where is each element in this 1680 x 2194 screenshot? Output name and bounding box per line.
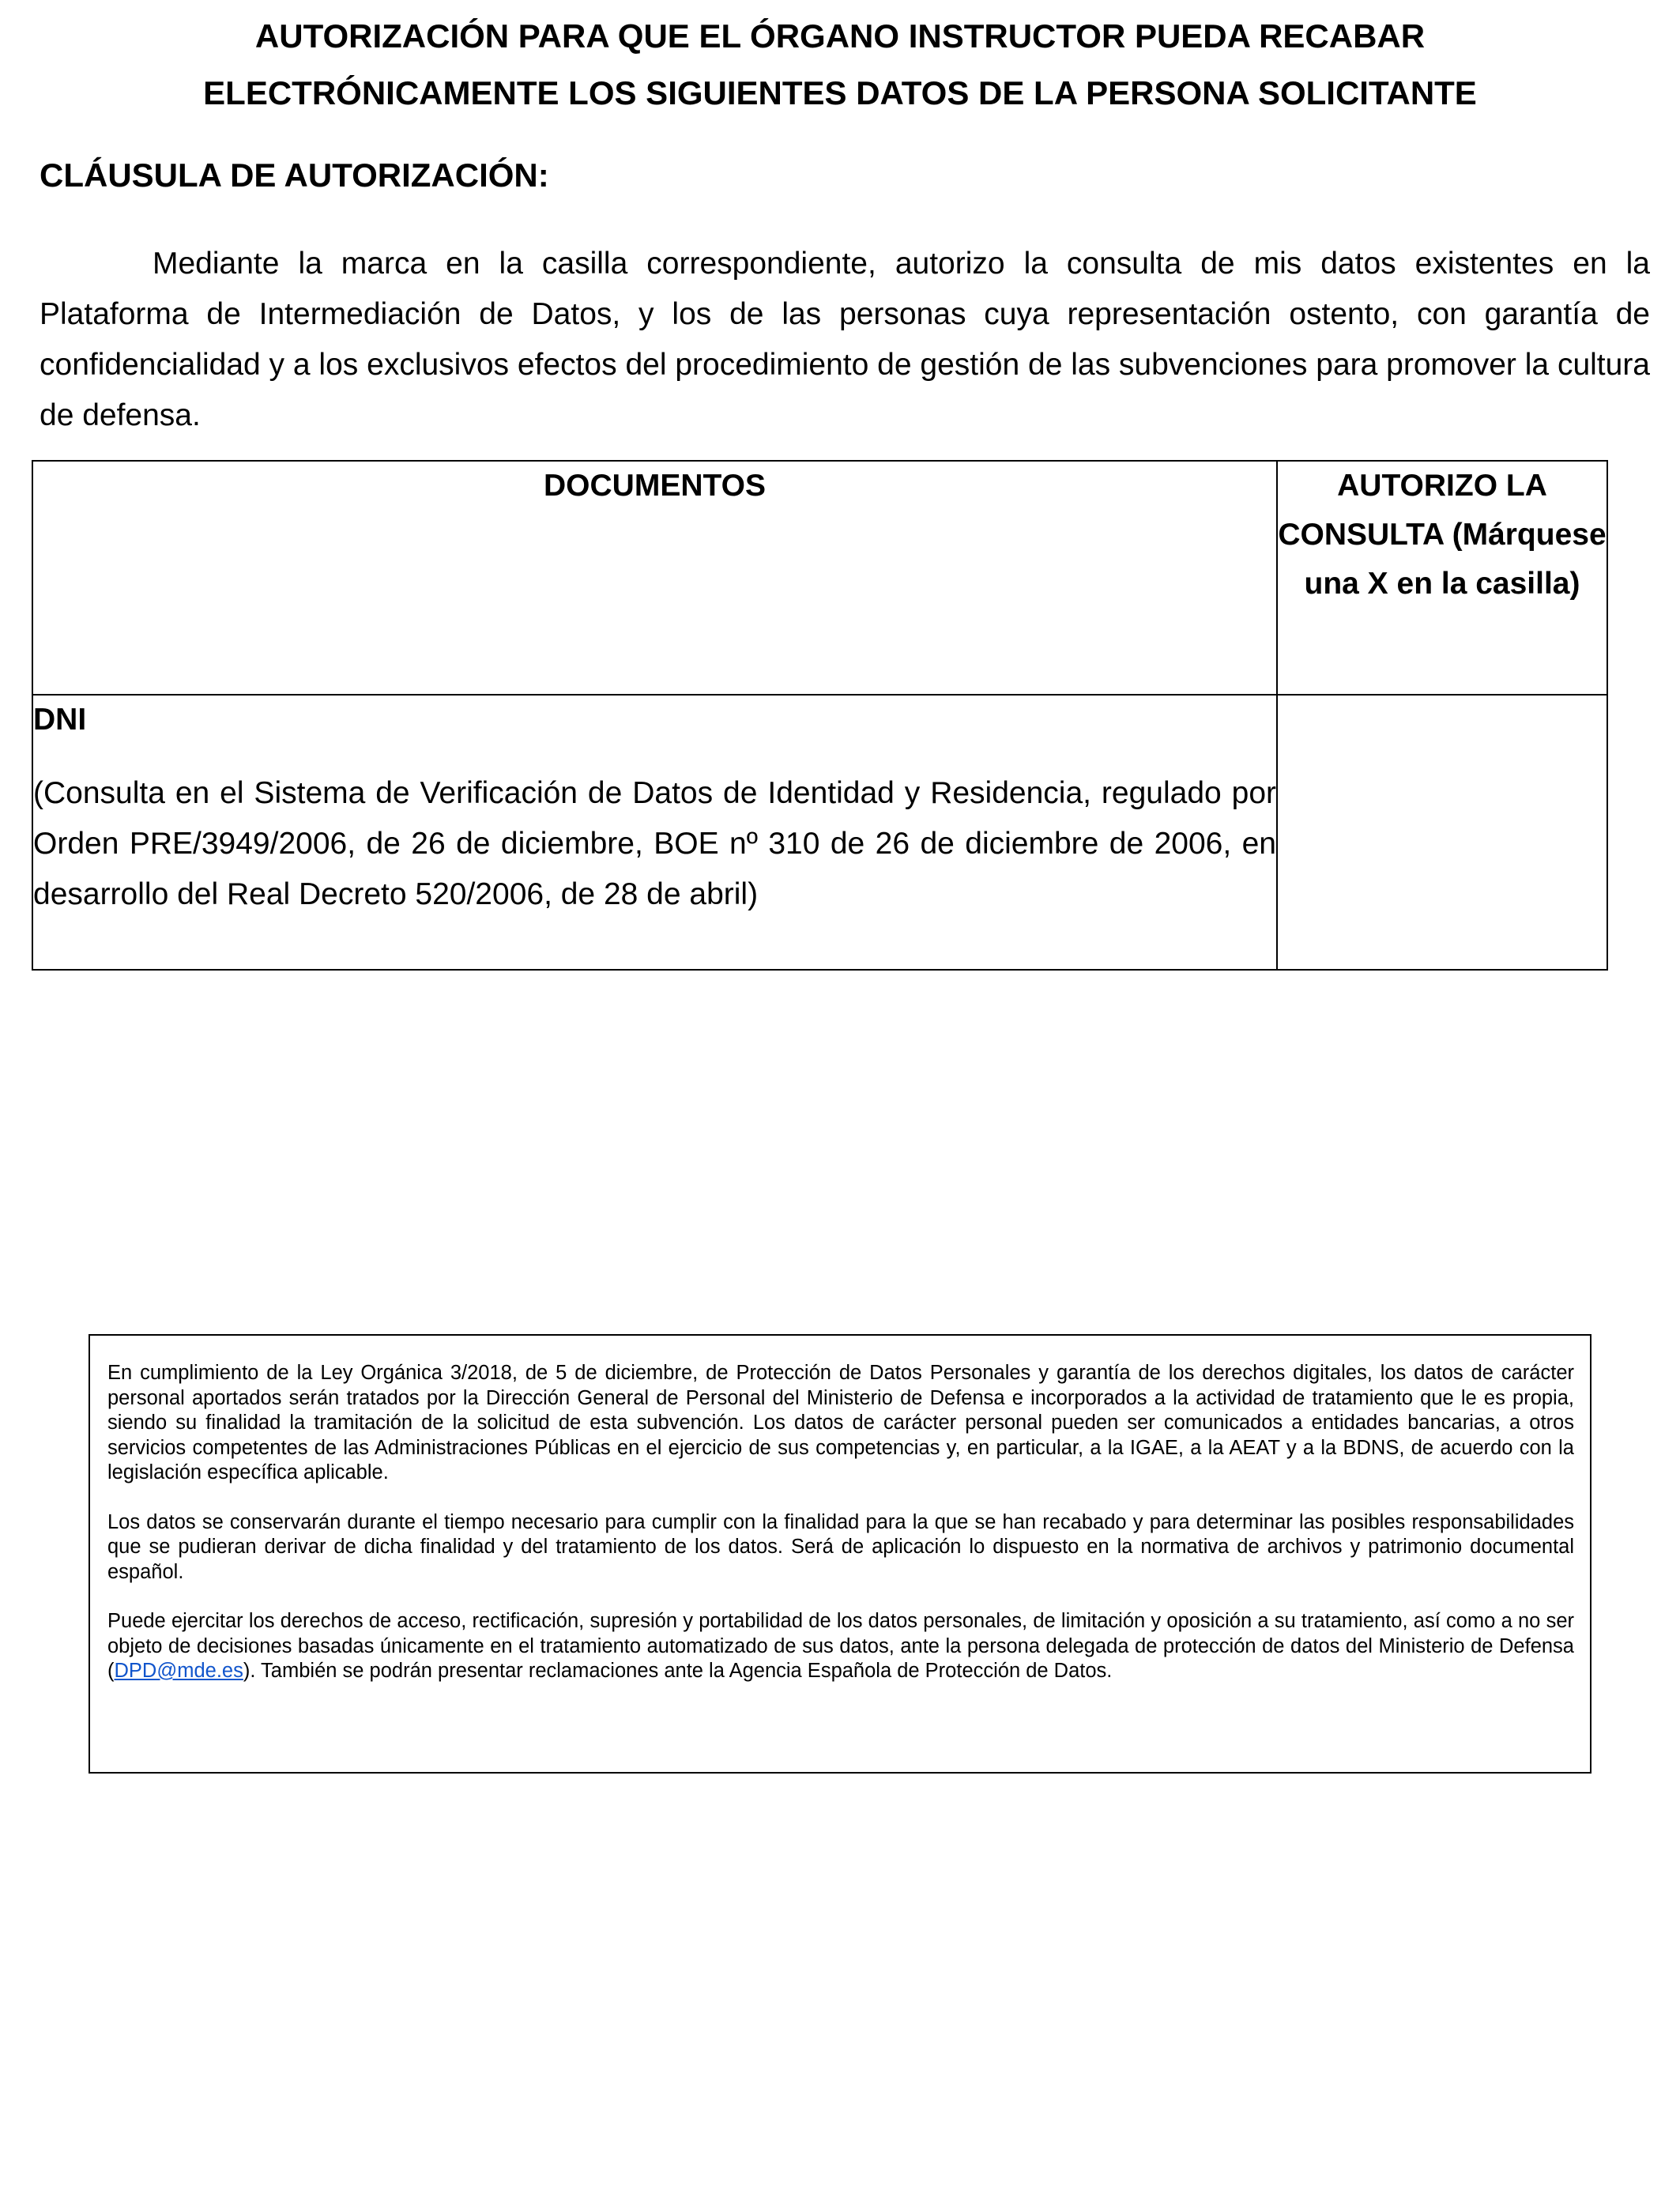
notice-paragraph-3 xyxy=(107,1609,1574,1684)
data-protection-notice xyxy=(89,1334,1591,1774)
notice-paragraph-1: En cumplimiento de la Ley Orgánica 3/2018, de 5 de diciembre, de Protección de Datos Personales y garantía de los derechos digitales, los datos de carácter personal aportados serán tratados por la Dirección General de Personal del Ministerio de Defensa e incorporados a la actividad de tratamiento que le es propia, siendo su finalidad la tramitación de la solicitud de esta subvención. Los datos de carácter personal pueden ser comunicados a entidades bancarias, a otros servicios competentes de las Administraciones Públicas en el ejercicio de sus competencias y, en particular, a la IGAE, a la AEAT y a la BDNS, de acuerdo con la legislación específica aplicable. xyxy=(107,1362,1574,1483)
document-cell xyxy=(32,695,1277,970)
notice-paragraph-3-end: ). También se podrán presentar reclamaciones ante la Agencia Española de Protección de Datos. xyxy=(243,1660,1113,1682)
notice-paragraph-2: Los datos se conservarán durante el tiempo necesario para cumplir con la finalidad para la que se han recabado y para determinar las posibles responsabilidades que se pudieran derivar de dicha finalidad y del tratamiento de los datos. Será de aplicación lo dispuesto en la normativa de archivos y patrimonio documental español. xyxy=(107,1510,1574,1583)
table-row xyxy=(32,695,1607,970)
authorize-column-header: AUTORIZO LA CONSULTA (Márquese una X en la casilla) xyxy=(1277,461,1607,695)
clause-heading: CLÁUSULA DE AUTORIZACIÓN: xyxy=(40,156,549,194)
authorization-checkbox-cell[interactable] xyxy=(1277,695,1607,970)
document-title-line-1: AUTORIZACIÓN PARA QUE EL ÓRGANO INSTRUCTOR PUEDA RECABAR xyxy=(254,17,1426,55)
clause-body: Mediante la marca en la casilla correspondiente, autorizo la consulta de mis datos existentes en la Plataforma de Intermediación de Datos, y los de las personas cuya representación ostento, con garantía de confidencialidad y a los exclusivos efectos del procedimiento de gestión de las subvenciones para promover la cultura de defensa. xyxy=(40,247,1650,432)
document-description: (Consulta en el Sistema de Verificación de Datos de Identidad y Residencia, regulado por Orden PRE/3949/2006, de 26 de diciembre, BOE nº 310 de 26 de diciembre de 2006, en desarrollo del Real Decreto 520/2006, de 28 de abril) xyxy=(33,776,1276,911)
documents-table xyxy=(32,460,1608,971)
table-header-row xyxy=(32,461,1607,695)
document-title xyxy=(32,8,1648,122)
document-title-line-2: ELECTRÓNICAMENTE LOS SIGUIENTES DATOS DE LA PERSONA SOLICITANTE xyxy=(203,74,1477,111)
documents-column-header: DOCUMENTOS xyxy=(32,461,1277,695)
document-name: DNI xyxy=(33,703,87,737)
notice-paragraph-3-start: Puede ejercitar los derechos de acceso, rectificación, supresión y portabilidad de los datos personales, de limitación y oposición a su tratamiento, así como a no ser objeto de decisiones basadas únicamente en el tratamiento automatizado de sus datos, ante la persona delegada de protección de datos del Ministerio de Defensa ( xyxy=(107,1610,1574,1682)
dpd-email-link[interactable]: DPD@mde.es xyxy=(114,1660,243,1682)
